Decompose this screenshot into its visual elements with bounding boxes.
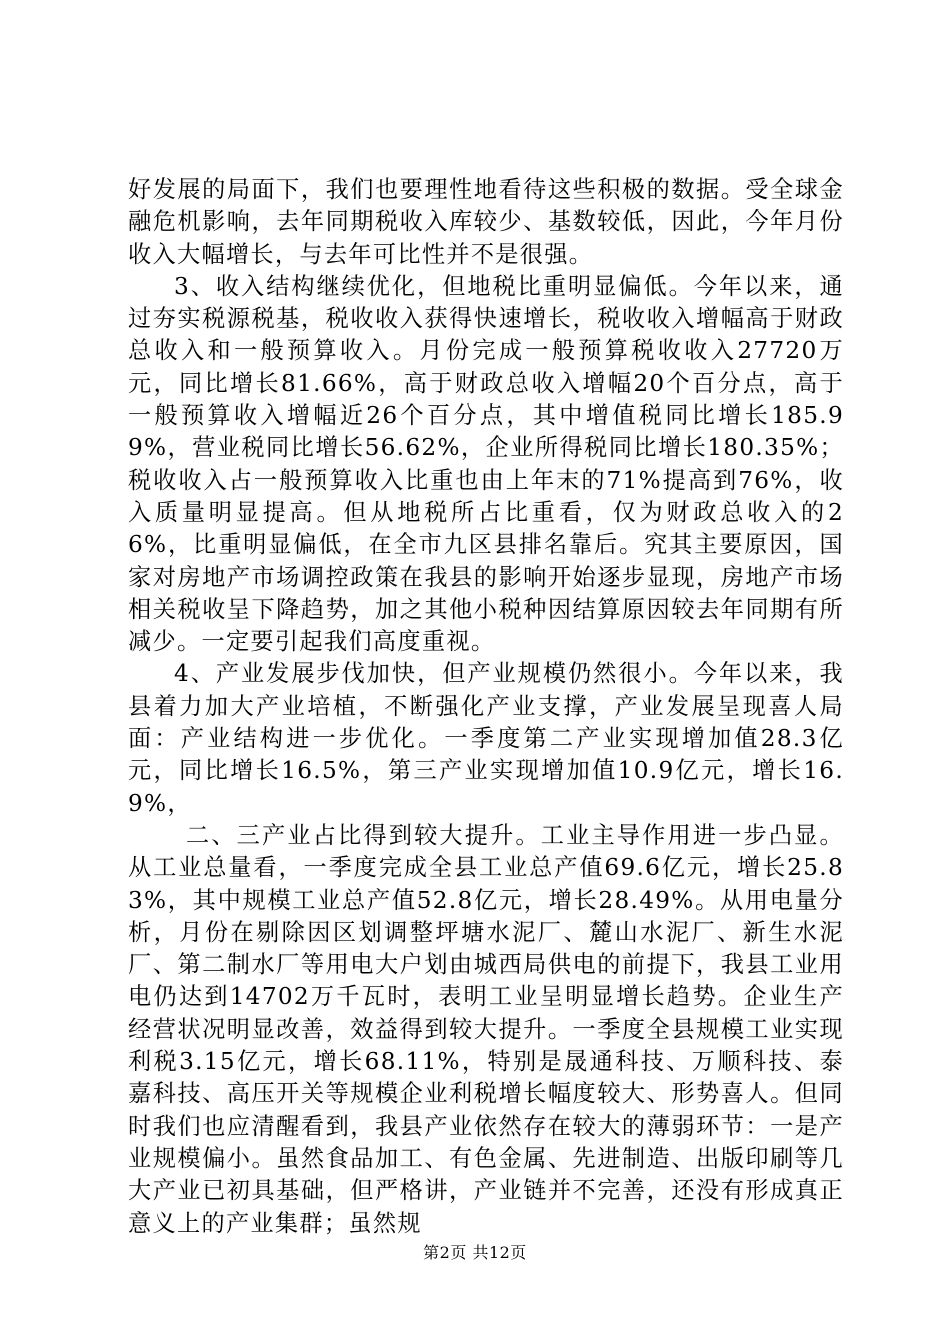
page-number-footer: 第2页 共12页 xyxy=(423,1243,527,1262)
paragraph-industry-development: 4、产业发展步伐加快，但产业规模仍然很小。今年以来，我县着力加大产业培植，不断强化产业支撑，产业发展呈现喜人局面：产业结构进一步优化。一季度第二产业实现增加值28.3亿元，同比增长16.5%，第三产业实现增加值10.9亿元，增长16.9%， xyxy=(128,660,844,817)
paragraph-revenue-structure: 3、收入结构继续优化，但地税比重明显偏低。今年以来，通过夯实税源税基，税收收入获得快速增长，税收收入增幅高于财政总收入和一般预算收入。月份完成一般预算税收收入27720万元，同比增长81.66%，高于财政总收入增幅20个百分点，高于一般预算收入增幅近26个百分点，其中增值税同比增长185.99%，营业税同比增长56.62%，企业所得税同比增长180.35%；税收收入占一般预算收入比重也由上年末的71%提高到76%，收入质量明显提高。但从地税所占比重看，仅为财政总收入的26%，比重明显偏低，在全市九区县排名靠后。究其主要原因，国家对房地产市场调控政策在我县的影响开始逐步显现，房地产市场相关税收呈下降趋势，加之其他小税种因结算原因较去年同期有所减少。一定要引起我们高度重视。 xyxy=(128,272,844,656)
document-body xyxy=(128,174,844,1240)
paragraph-continuation: 好发展的局面下，我们也要理性地看待这些积极的数据。受全球金融危机影响，去年同期税收入库较少、基数较低，因此，今年月份收入大幅增长，与去年可比性并不是很强。 xyxy=(128,176,844,268)
paragraph-industry-share: 二、三产业占比得到较大提升。工业主导作用进一步凸显。从工业总量看，一季度完成全县工业总产值69.6亿元，增长25.83%，其中规模工业总产值52.8亿元，增长28.49%。从用电量分析，月份在剔除因区划调整坪塘水泥厂、麓山水泥厂、新生水泥厂、第二制水厂等用电大户划由城西局供电的前提下，我县工业用电仍达到14702万千瓦时，表明工业呈明显增长趋势。企业生产经营状况明显改善，效益得到较大提升。一季度全县规模工业实现利税3.15亿元，增长68.11%，特别是晟通科技、万顺科技、泰嘉科技、高压开关等规模企业利税增长幅度较大、形势喜人。但同时我们也应清醒看到，我县产业依然存在较大的薄弱环节：一是产业规模偏小。虽然食品加工、有色金属、先进制造、出版印刷等几大产业已初具基础，但严格讲，产业链并不完善，还没有形成真正意义上的产业集群；虽然规 xyxy=(128,821,844,1237)
